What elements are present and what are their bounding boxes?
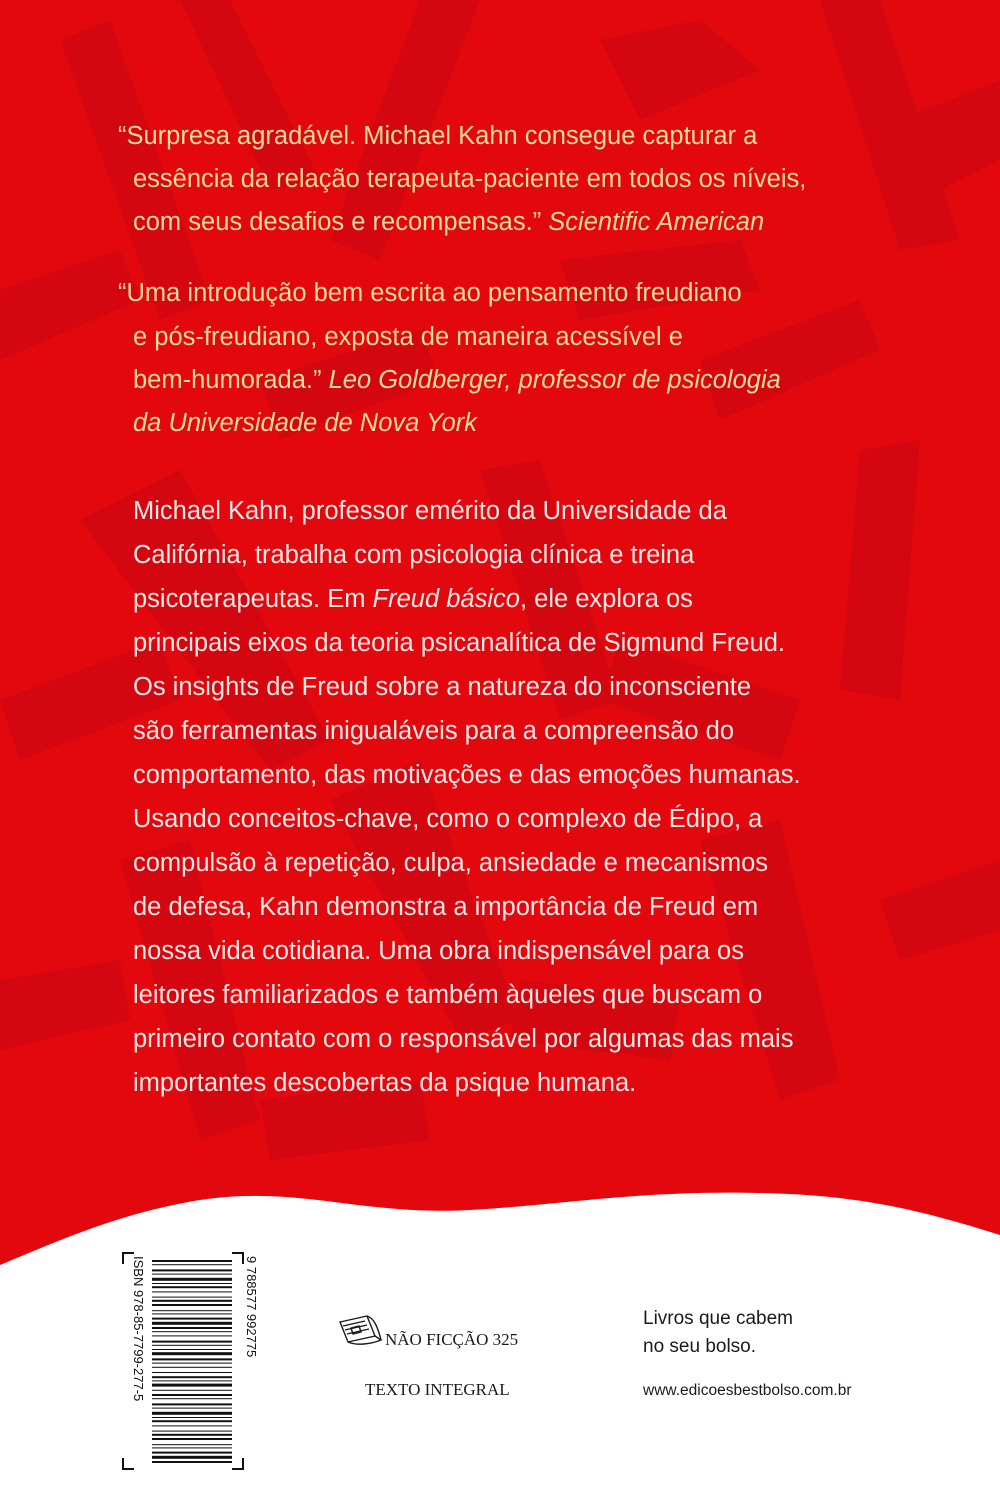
quote-1-line-2: essência da relação terapeuta-paciente em todos os níveis, [133,165,807,193]
edition-label: TEXTO INTEGRAL [365,1380,510,1399]
book-title: Freud básico [372,585,520,613]
barcode-bar [152,1376,232,1378]
description-line: comportamento, das motivações e das emoções humanas. [133,761,801,789]
description-line: Califórnia, trabalha com psicologia clínica e treina [133,541,695,569]
barcode-bar [152,1367,232,1368]
description-line: Michael Kahn, professor emérito da Universidade da [133,497,727,525]
description-line: importantes descobertas da psique humana. [133,1069,637,1097]
barcode-bar [152,1408,232,1409]
barcode-bar [152,1264,232,1265]
barcode-bar [152,1425,232,1426]
barcode-bar [152,1274,232,1275]
barcode-bar [152,1444,232,1445]
barcode-frame [122,1252,134,1254]
barcode-bar [152,1412,232,1415]
barcode-bar [152,1461,232,1463]
quote-2-text: bem-humorada.” [133,366,329,394]
barcode-frame [232,1252,244,1254]
barcode-bar [152,1310,232,1311]
tagline-line-2 [643,1336,756,1358]
description-line: Os insights de Freud sobre a natureza do inconsciente [133,673,752,701]
quote-2-line-1: “Uma introdução bem escrita ao pensamento freudiano [118,279,742,307]
description-line: compulsão à repetição, culpa, ansiedade e mecanismos [133,849,769,877]
quote-2-source: Leo Goldberger, professor de psicologia [328,366,781,394]
barcode-bar [152,1331,232,1332]
quote-2-line-2: e pós-freudiano, exposta de maneira acessível e [133,323,683,351]
barcode-bar [152,1456,232,1459]
barcode-bar [152,1260,232,1262]
description-line: nossa vida cotidiana. Uma obra indispensável para os [133,937,744,965]
description-line: primeiro contato com o responsável por algumas das mais [133,1025,794,1053]
website-link[interactable]: www.edicoesbestbolso.com.br [643,1382,852,1399]
barcode-frame [232,1468,244,1470]
barcode-bar [152,1434,232,1436]
barcode-bar [152,1304,232,1306]
description-line: Usando conceitos-chave, como o complexo de Édipo, a [133,805,763,833]
barcode-bar [152,1390,232,1391]
tagline-word: bolso. [705,1336,757,1357]
barcode-bar [152,1283,232,1284]
barcode-bar [152,1286,232,1288]
barcode-bar [152,1384,232,1387]
barcode-bar [152,1352,232,1355]
barcode [114,1250,259,1472]
barcode-bar [152,1300,232,1302]
description-line: são ferramentas inigualáveis para a compreensão do [133,717,735,745]
description-text: , ele explora os [519,585,693,613]
barcode-bar [152,1269,232,1271]
newspaper-icon [337,1314,387,1348]
barcode-bar [152,1363,232,1364]
quote-2-source-cont: da Universidade de Nova York [133,409,477,437]
quote-1-text: com seus desafios e recompensas.” [133,208,549,236]
quote-1-line-1: “Surpresa agradável. Michael Kahn consegue capturar a [118,122,758,150]
description-text: psicoterapeutas. Em [133,585,373,613]
tagline-text: que cabem [693,1308,793,1329]
isbn-text: ISBN 978-85-7799-277-5 [131,1256,146,1402]
barcode-digits: 9 788577 992775 [244,1256,259,1358]
barcode-frame [122,1468,134,1470]
barcode-bar [152,1452,232,1454]
barcode-bar [152,1335,232,1336]
barcode-bar [152,1431,232,1432]
tagline-line-1 [643,1308,793,1330]
barcode-bar [152,1322,232,1325]
barcode-bar [152,1438,232,1440]
barcode-bar [152,1394,232,1396]
barcode-bar [152,1313,232,1314]
barcode-icon [114,1250,259,1472]
description-line: leitores familiarizados e também àqueles que buscam o [133,981,763,1009]
barcode-bar [152,1341,232,1343]
barcode-bar [152,1372,232,1373]
barcode-bar [152,1318,232,1320]
category-label: NÃO FICÇÃO 325 [385,1330,519,1349]
barcode-bar [152,1417,232,1418]
barcode-bar [152,1349,232,1350]
barcode-bar [152,1297,232,1298]
barcode-bar [152,1291,232,1292]
barcode-bar [152,1398,232,1399]
barcode-bar [152,1358,232,1360]
barcode-bar [152,1278,232,1281]
barcode-bar [152,1380,232,1381]
barcode-bar [152,1327,232,1329]
barcode-bar [152,1447,232,1448]
barcode-bar [152,1403,232,1405]
tagline-text: no seu [643,1336,706,1357]
barcode-bar [152,1420,232,1422]
tagline-word: Livros [643,1308,694,1329]
description-line: de defesa, Kahn demonstra a importância de Freud em [133,893,759,921]
barcode-bar [152,1345,232,1346]
description-line: principais eixos da teoria psicanalítica de Sigmund Freud. [133,629,786,657]
quote-1-source: Scientific American [548,208,765,236]
